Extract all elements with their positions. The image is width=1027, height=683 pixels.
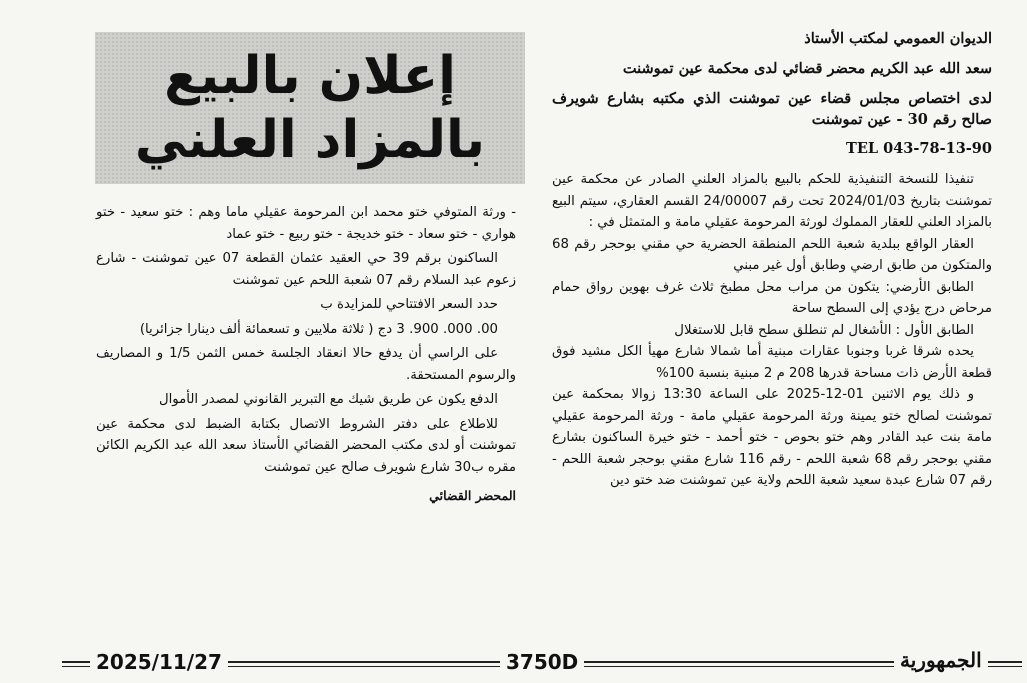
right-paragraph: تنفيذا للنسخة التنفيذية للحكم بالبيع بالمزاد العلني الصادر عن محكمة عين تموشنت بتاريخ 2024/01/03 تحت رقم 24/00007 القسم العقاري، سيتم البيع بالمزاد العلني للعقار المملوك لورثة المرحومة عقيلي مامة و المتمثل في :: [552, 172, 992, 230]
announcement-title-box: [95, 32, 525, 184]
office-line-1: الديوان العمومي لمكتب الأستاذ: [804, 30, 992, 47]
signature: المحضر القضائي: [429, 488, 516, 503]
office-header: [552, 28, 992, 159]
left-paragraph: الدفع يكون عن طريق شيك مع التبرير القانوني لمصدر الأموال: [158, 392, 498, 407]
right-paragraph: يحده شرقا غربا وجنوبا عقارات مبنية أما شمالا شارع مهيأ الكل مشيد فوق قطعة الأرض ذات مساحة قدرها 208 م 2 مبنية بنسبة 100%: [552, 344, 992, 381]
left-body: [96, 202, 516, 478]
right-paragraph: و ذلك يوم الاثنين 01-12-2025 على الساعة 13:30 زوالا بمحكمة عين تموشنت لصالح ختو يمينة ورثة المرحومة عقيلي مامة - ورثة المرحومة عقيلي مامة بنت عبد القادر وهم ختو بحوص - ختو أحمد - ختو خيرة الساكنون بشارع مقني بوحجر رقم 68 شعبة اللحم - رقم 116 شارع مقني بوحجر شعبة اللحم - رقم 07 شارع عبدة سعيد شعبة اللحم ولاية عين تموشنت ضد ختو دين: [552, 387, 993, 488]
office-line-3: لدى اختصاص مجلس قضاء عين تموشنت الذي مكتبه بشارع شويرف صالح رقم 30 - عين تموشنت: [552, 90, 992, 128]
footer-date: 2025/11/27: [90, 650, 228, 674]
page-footer: [62, 648, 1027, 678]
left-column: [96, 202, 516, 503]
left-paragraph: - ورثة المتوفي ختو محمد ابن المرحومة عقيلي ماما وهم : ختو سعيد - ختو هواري - ختو سعاد - ختو خديجة - ختو ربيع - ختو عماد: [96, 205, 516, 242]
left-paragraph: للاطلاع على دفتر الشروط الاتصال بكتابة الضبط لدى محكمة عين تموشنت أو لدى مكتب المحضر القضائي الأستاذ سعد الله عبد الكريم الكائن مقره ب30 شارع شويرف صالح عين تموشنت: [96, 416, 516, 475]
left-paragraph: حدد السعر الافتتاحي للمزايدة ب: [320, 297, 498, 312]
left-paragraph: 00. 000. 900. 3 دج ( ثلاثة ملايين و تسعمائة ألف دينارا جزائريا): [139, 321, 498, 337]
office-line-2: سعد الله عبد الكريم محضر قضائي لدى محكمة عين تموشنت: [622, 60, 992, 77]
right-column: [552, 28, 992, 492]
right-paragraph: الطابق الأول : الأشغال لم تنطلق سطح قابل للاستغلال: [674, 322, 974, 338]
right-paragraph: العقار الواقع ببلدية شعبة اللحم المنطقة الحضرية حي مقني بوحجر رقم 68 والمتكون من طابق ارضي وطابق أول غير مبني: [552, 236, 992, 273]
right-paragraph: الطابق الأرضي: يتكون من مراب محل مطبخ ثلاث غرف بهوين رواق حمام مرحاض درج يؤدي إلى السطح ساحة: [552, 279, 992, 316]
title-line-2: بالمزاد العلني: [134, 110, 486, 170]
right-body: [552, 169, 992, 492]
left-paragraph: الساكنون برقم 39 حي العقيد عثمان القطعة 07 عين تموشنت - شارع زعوم عبد السلام رقم 07 شعبة اللحم عين تموشنت: [96, 251, 516, 288]
office-tel: TEL 043-78-13-90: [846, 140, 992, 157]
title-line-1: إعلان بالبيع: [164, 46, 456, 106]
left-paragraph: على الراسي أن يدفع حالا انعقاد الجلسة خمس الثمن 1/5 و المصاريف والرسوم المستحقة.: [96, 346, 516, 383]
footer-code: 3750D: [500, 650, 584, 674]
newspaper-logo: الجمهورية: [894, 648, 988, 672]
